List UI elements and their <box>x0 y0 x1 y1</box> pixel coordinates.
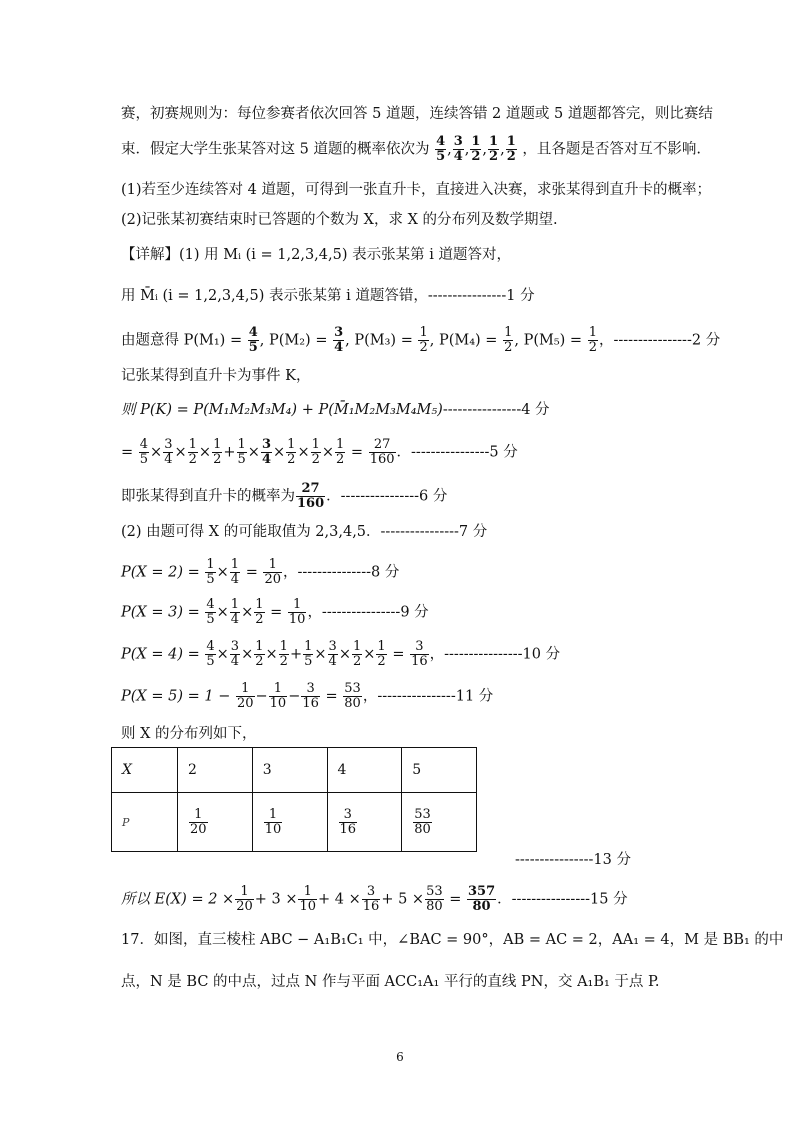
fraction: $\frac{1}{2}$ <box>255 639 264 669</box>
expr-text: = <box>325 688 338 705</box>
distribution-table <box>111 747 477 852</box>
fraction: $\frac{3}{16}$ <box>339 806 357 837</box>
result-fraction: $\frac{27}{160}$ <box>369 437 395 467</box>
fraction: $\frac{1}{10}$ <box>264 806 282 837</box>
score-marker-9: ，----------------9 分 <box>307 604 429 621</box>
times-sign: × <box>321 444 335 461</box>
solution-line4: 记张某得到直升卡为事件 K， <box>121 368 311 384</box>
plus-sign: + <box>289 646 303 663</box>
fraction: $\frac{1}{20}$ <box>190 806 207 837</box>
fraction: $\frac{1}{10}$ <box>269 681 287 711</box>
fraction: $\frac{1}{10}$ <box>288 597 306 627</box>
fraction: $\frac{4}{5}$ <box>206 597 215 627</box>
score-marker-7: ----------------7 分 <box>380 524 488 540</box>
expr-text: , P(M₂) = <box>259 332 333 349</box>
fraction: $\frac{1}{5}$ <box>237 437 246 467</box>
fraction: $\frac{1}{4}$ <box>230 557 240 587</box>
expr-text: 即张某得到直升卡的概率为 <box>121 488 295 505</box>
problem16-intro2-end: ，且各题是否答对互不影响. <box>522 141 701 158</box>
fraction: $\frac{1}{10}$ <box>299 884 317 914</box>
fraction: $\frac{4}{5}$ <box>248 325 258 355</box>
fraction: $\frac{1}{2}$ <box>311 437 320 467</box>
expr-text: + 3 × <box>254 891 298 908</box>
fraction: $\frac{1}{20}$ <box>236 681 254 711</box>
problem16-intro-line2: 束．假定大学生张某答对这 5 道题的概率依次为 $\frac{4}{5}$ , $\frac{3}{4}$ , $\frac{1}{2}$ , $\frac{1}{2}$ , $\frac{1}{2}$ ，且各题是否答对互不影响. <box>121 134 701 164</box>
expr-text: 则 P(K) = P(M₁M₂M₃M₄) + P(M̄₁M₂M₃M₄M₅) <box>121 402 443 418</box>
table-row <box>112 748 477 793</box>
expr-text: , P(M₄) = <box>429 332 503 349</box>
table-cell <box>402 793 477 852</box>
prob-fraction: $\frac{1}{2}$ <box>471 134 481 164</box>
solution-line1: 【详解】(1) 用 Mᵢ (i = 1,2,3,4,5) 表示张某第 i 道题答对， <box>121 247 511 263</box>
fraction: $\frac{3}{4}$ <box>334 325 344 355</box>
times-sign: × <box>265 646 278 663</box>
fraction: $\frac{4}{5}$ <box>206 639 215 669</box>
fraction: $\frac{1}{2}$ <box>504 325 513 355</box>
fraction: $\frac{3}{4}$ <box>164 437 173 467</box>
fraction: $\frac{3}{4}$ <box>230 639 240 669</box>
prob-fraction: $\frac{4}{5}$ <box>436 134 446 164</box>
fraction: $\frac{1}{2}$ <box>588 325 597 355</box>
times-sign: × <box>247 444 260 461</box>
result-fraction: $\frac{357}{80}$ <box>468 884 496 914</box>
expr-text: = <box>449 891 462 908</box>
px2-line <box>121 558 399 587</box>
fraction: $\frac{1}{2}$ <box>255 597 264 627</box>
fraction: $\frac{1}{4}$ <box>230 597 240 627</box>
table-header-cell: 4 <box>327 748 402 793</box>
minus-sign: − <box>255 688 268 705</box>
expr-text: = <box>392 646 405 663</box>
expr-text: P(X = 3) = <box>121 604 200 621</box>
times-sign: × <box>216 646 229 663</box>
expectation-line <box>121 885 628 914</box>
solution-line8 <box>121 522 487 542</box>
problem17-line1: 17．如图，直三棱柱 ABC − A₁B₁C₁ 中，∠BAC = 90°，AB = AC = 2，AA₁ = 4，M 是 BB₁ 的中 <box>121 932 784 948</box>
times-sign: × <box>241 646 254 663</box>
table-header-cell: 2 <box>178 748 253 793</box>
times-sign: × <box>241 604 254 621</box>
table-cell <box>327 793 402 852</box>
solution-line2 <box>121 286 535 306</box>
fraction: $\frac{1}{2}$ <box>419 325 428 355</box>
expr-text: P(X = 4) = <box>121 646 200 663</box>
fraction: $\frac{1}{20}$ <box>264 557 281 587</box>
problem17-line2: 点，N 是 BC 的中点，过点 N 作与平面 ACC₁A₁ 平行的直线 PN，交 A₁B₁ 于点 P. <box>121 974 660 990</box>
page-number: 6 <box>396 1050 404 1064</box>
solution-line6 <box>121 438 518 467</box>
solution-line2-text: 用 M̄ᵢ (i = 1,2,3,4,5) 表示张某第 i 道题答错， <box>121 288 428 304</box>
fraction: $\frac{1}{20}$ <box>236 884 253 914</box>
expr-text: , P(M₅) = <box>514 332 587 349</box>
table-cell <box>178 793 253 852</box>
score-marker-5: ．----------------5 分 <box>396 444 518 461</box>
expr-text: P(X = 5) = 1 − <box>121 688 231 705</box>
fraction: $\frac{53}{80}$ <box>426 884 443 914</box>
times-sign: × <box>198 444 212 461</box>
expr-text: = <box>350 444 364 461</box>
times-sign: × <box>338 646 351 663</box>
score-marker-8: ，---------------8 分 <box>283 564 400 581</box>
fraction: $\frac{1}{2}$ <box>336 437 345 467</box>
fraction: $\frac{3}{16}$ <box>411 639 428 669</box>
table-row-label: P <box>112 793 178 852</box>
score-marker-15: ．----------------15 分 <box>497 891 628 908</box>
expr-text: P(X = 2) = <box>121 564 200 581</box>
fraction: $\frac{3}{16}$ <box>302 681 319 711</box>
fraction: $\frac{1}{5}$ <box>304 639 313 669</box>
fraction: $\frac{4}{5}$ <box>139 437 149 467</box>
score-marker-11: ，----------------11 分 <box>362 688 494 705</box>
table-header-cell: 3 <box>252 748 327 793</box>
table-header-cell: 5 <box>402 748 477 793</box>
expr-text: + 4 × <box>318 891 361 908</box>
expr-text: (2) 由题可得 X 的可能取值为 2,3,4,5． <box>121 524 381 540</box>
minus-sign: − <box>288 688 301 705</box>
solution-line7 <box>121 482 447 511</box>
fraction: $\frac{1}{5}$ <box>206 557 215 587</box>
solution-line5 <box>121 400 550 420</box>
prob-fraction: $\frac{1}{2}$ <box>506 134 516 164</box>
score-marker-2: ，----------------2 分 <box>598 332 721 349</box>
table-cell <box>252 793 327 852</box>
times-sign: × <box>297 444 310 461</box>
times-sign: × <box>273 444 286 461</box>
fraction: $\frac{53}{80}$ <box>344 681 361 711</box>
expr-text: , P(M₃) = <box>345 332 418 349</box>
fraction: $\frac{3}{4}$ <box>261 437 271 467</box>
expr-text: + 5 × <box>381 891 425 908</box>
fraction: $\frac{1}{2}$ <box>287 437 296 467</box>
fraction: $\frac{1}{2}$ <box>279 639 288 669</box>
score-marker-4: ----------------4 分 <box>442 402 550 418</box>
expr-text: 所以 E(X) = 2 × <box>121 891 235 908</box>
result-fraction: $\frac{27}{160}$ <box>297 481 325 511</box>
px3-line <box>121 598 429 627</box>
solution-line3 <box>121 326 720 355</box>
problem16-intro2-text: 束．假定大学生张某答对这 5 道题的概率依次为 <box>121 141 430 158</box>
score-marker-13: ----------------13 分 <box>515 852 631 868</box>
times-sign: × <box>216 604 229 621</box>
times-sign: × <box>174 444 187 461</box>
table-row <box>112 793 477 852</box>
plus-sign: + <box>223 444 236 461</box>
prob-fraction: $\frac{1}{2}$ <box>489 134 499 164</box>
fraction: $\frac{1}{2}$ <box>352 639 362 669</box>
expr-text: = <box>121 444 134 461</box>
solution-line9: 则 X 的分布列如下， <box>121 726 257 742</box>
table-header-cell: X <box>112 748 178 793</box>
expr-text: 由题意得 P(M₁) = <box>121 332 247 349</box>
times-sign: × <box>216 564 229 581</box>
problem16-intro-line1: 赛，初赛规则为：每位参赛者依次回答 5 道题，连续答错 2 道题或 5 道题都答完，则比赛结 <box>121 106 713 122</box>
prob-fraction: $\frac{3}{4}$ <box>453 134 463 164</box>
problem16-question2: (2)记张某初赛结束时已答题的个数为 X，求 X 的分布列及数学期望. <box>121 212 558 228</box>
px5-line <box>121 682 493 711</box>
fraction: $\frac{3}{4}$ <box>328 639 337 669</box>
fraction: $\frac{1}{2}$ <box>213 437 222 467</box>
fraction: $\frac{3}{16}$ <box>362 884 380 914</box>
times-sign: × <box>314 646 327 663</box>
fraction: $\frac{1}{2}$ <box>188 437 197 467</box>
fraction: $\frac{1}{2}$ <box>377 639 386 669</box>
expr-text: = <box>245 564 258 581</box>
score-marker-1: ----------------1 分 <box>427 288 535 304</box>
score-marker-10: ，----------------10 分 <box>429 646 561 663</box>
score-marker-6: ．----------------6 分 <box>326 488 448 505</box>
expr-text: = <box>270 604 283 621</box>
problem16-question1: (1)若至少连续答对 4 道题，可得到一张直升卡，直接进入决赛，求张某得到直升卡的概率； <box>121 182 711 198</box>
px4-line <box>121 640 560 669</box>
times-sign: × <box>363 646 376 663</box>
fraction: $\frac{53}{80}$ <box>414 806 431 837</box>
times-sign: × <box>150 444 163 461</box>
